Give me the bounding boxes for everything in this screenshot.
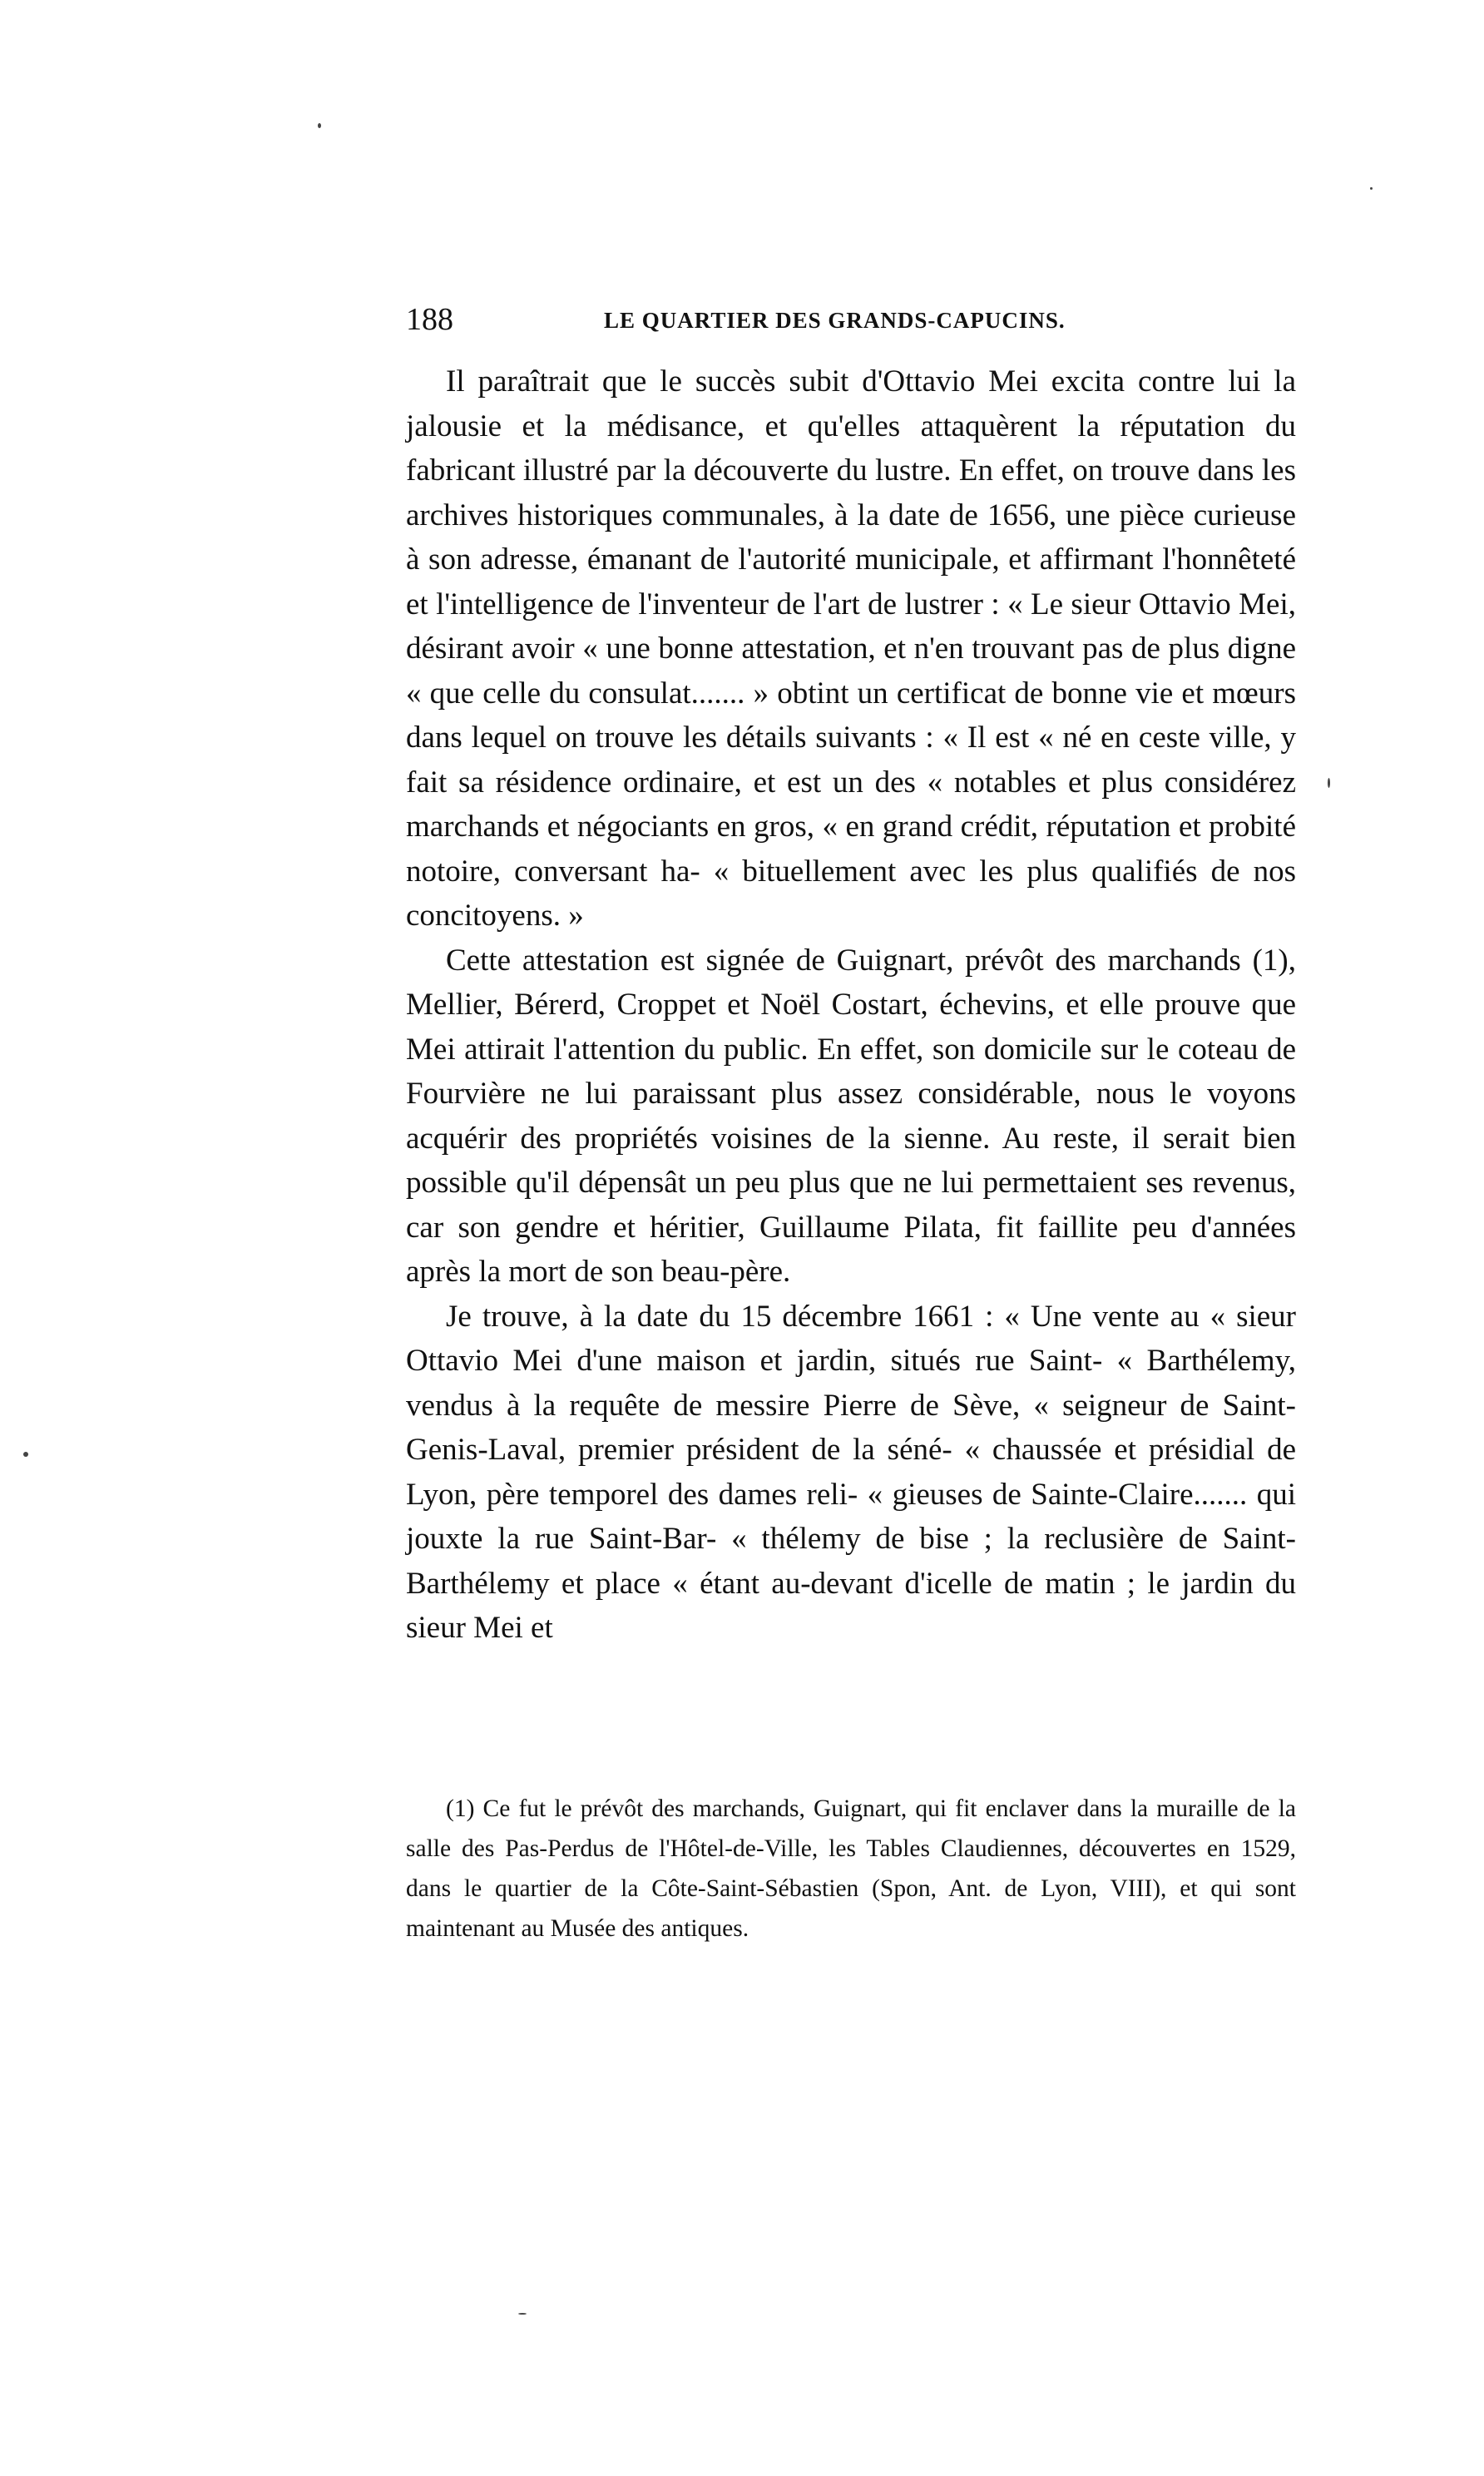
body-text [406, 359, 1296, 1651]
scan-speck [1328, 778, 1330, 788]
scan-speck [23, 1452, 28, 1457]
scan-speck [518, 2313, 527, 2315]
paragraph: Je trouve, à la date du 15 décembre 1661 : « Une vente au « sieur Ottavio Mei d'une maison et jardin, situés rue Saint- « Barthélemy, vendus à la requête de messire Pierre de Sève, « seigneur de Saint-Genis-Laval, premier président de la séné- « chaussée et présidial de Lyon, père temporel des dames reli- « gieuses de Sainte-Claire....... qui jouxte la rue Saint-Bar- « thélemy de bise ; la reclusière de Saint-Barthélemy et place « étant au-devant d'icelle de matin ; le jardin du sieur Mei et [406, 1299, 1296, 1645]
page-number: 188 [406, 302, 453, 337]
footnote [406, 1789, 1296, 1949]
running-title: LE QUARTIER DES GRANDS-CAPUCINS. [604, 308, 1066, 333]
footnote-text: (1) Ce fut le prévôt des marchands, Guignart, qui fit enclaver dans la muraille de la salle des Pas-Perdus de l'Hôtel-de-Ville, les Tables Claudiennes, découvertes en 1529, dans le quartier de la Côte-Saint-Sébastien (Spon, Ant. de Lyon, VIII), et qui sont maintenant au Musée des antiques. [406, 1795, 1296, 1942]
scan-speck [1370, 187, 1373, 190]
paragraph: Cette attestation est signée de Guignart, prévôt des marchands (1), Mellier, Bérerd, Croppet et Noël Costart, échevins, et elle prouve que Mei attirait l'attention du public. En effet, son domicile sur le coteau de Fourvière ne lui paraissant plus assez considérable, nous le voyons acquérir des propriétés voisines de la sienne. Au reste, il serait bien possible qu'il dépensât un peu plus que ne lui permettaient ses revenus, car son gendre et héritier, Guillaume Pilata, fit faillite peu d'années après la mort de son beau-père. [406, 943, 1296, 1289]
scan-speck [318, 123, 321, 128]
page-header [406, 301, 1296, 343]
paragraph: Il paraîtrait que le succès subit d'Ottavio Mei excita contre lui la jalousie et la médisance, et qu'elles attaquèrent la réputation du fabricant illustré par la découverte du lustre. En effet, on trouve dans les archives historiques communales, à la date de 1656, une pièce curieuse à son adresse, émanant de l'autorité municipale, et affirmant l'honnêteté et l'intelligence de l'inventeur de l'art de lustrer : « Le sieur Ottavio Mei, désirant avoir « une bonne attestation, et n'en trouvant pas de plus digne « que celle du consulat....... » obtint un certificat de bonne vie et mœurs dans lequel on trouve les détails suivants : « Il est « né en ceste ville, y fait sa résidence ordinaire, et est un des « notables et plus considérez marchands et négociants en gros, « en grand crédit, réputation et probité notoire, conversant ha- « bituellement avec les plus qualifiés de nos concitoyens. » [406, 364, 1296, 933]
